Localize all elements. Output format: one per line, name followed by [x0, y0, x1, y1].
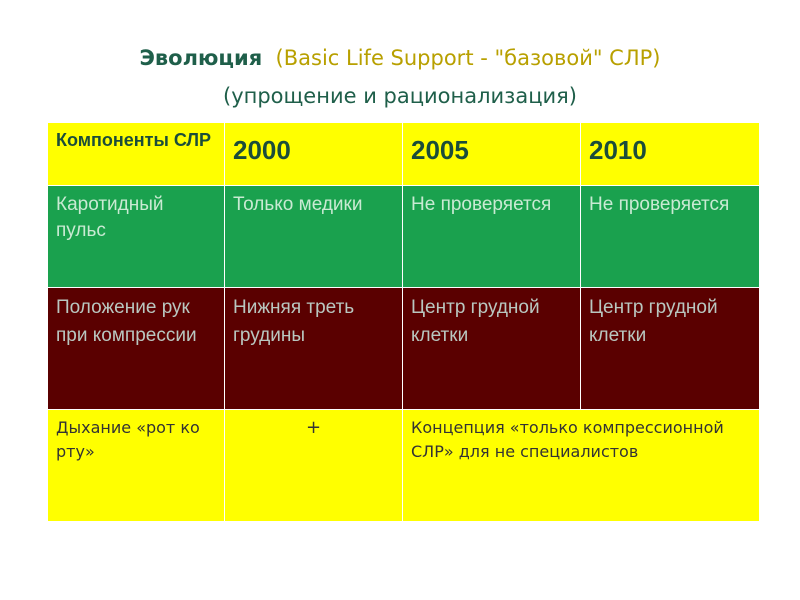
table-cell: Нижняя треть грудины [225, 288, 403, 410]
header-year-2010: 2010 [581, 123, 760, 186]
table-row-mouth-to-mouth [48, 410, 760, 522]
table-row-carotid-pulse [48, 186, 760, 288]
table-cell: Не проверяется [581, 186, 760, 288]
table-cell: Положение рук при компрессии [48, 288, 225, 410]
table-cell: Только медики [225, 186, 403, 288]
title-subtitle: (Basic Life Support - "базовой" СЛР) [275, 46, 661, 70]
title-main: Эволюция [139, 46, 263, 70]
table-header-row [48, 123, 760, 186]
table-cell: Дыхание «рот ко рту» [48, 410, 225, 522]
table-cell: Центр грудной клетки [403, 288, 581, 410]
table-cell: + [225, 410, 403, 522]
table-cell: Центр грудной клетки [581, 288, 760, 410]
table-row-hand-position [48, 288, 760, 410]
header-year-2000: 2000 [225, 123, 403, 186]
title-second-line: (упрощение и рационализация) [223, 84, 577, 108]
table-cell: Каротидный пульс [48, 186, 225, 288]
header-components: Компоненты СЛР [48, 123, 225, 186]
table-cell: Не проверяется [403, 186, 581, 288]
header-year-2005: 2005 [403, 123, 581, 186]
table-cell: Концепция «только компрессионной СЛР» для не специалистов [403, 410, 760, 522]
slide-title [0, 40, 800, 76]
comparison-table [47, 122, 760, 522]
